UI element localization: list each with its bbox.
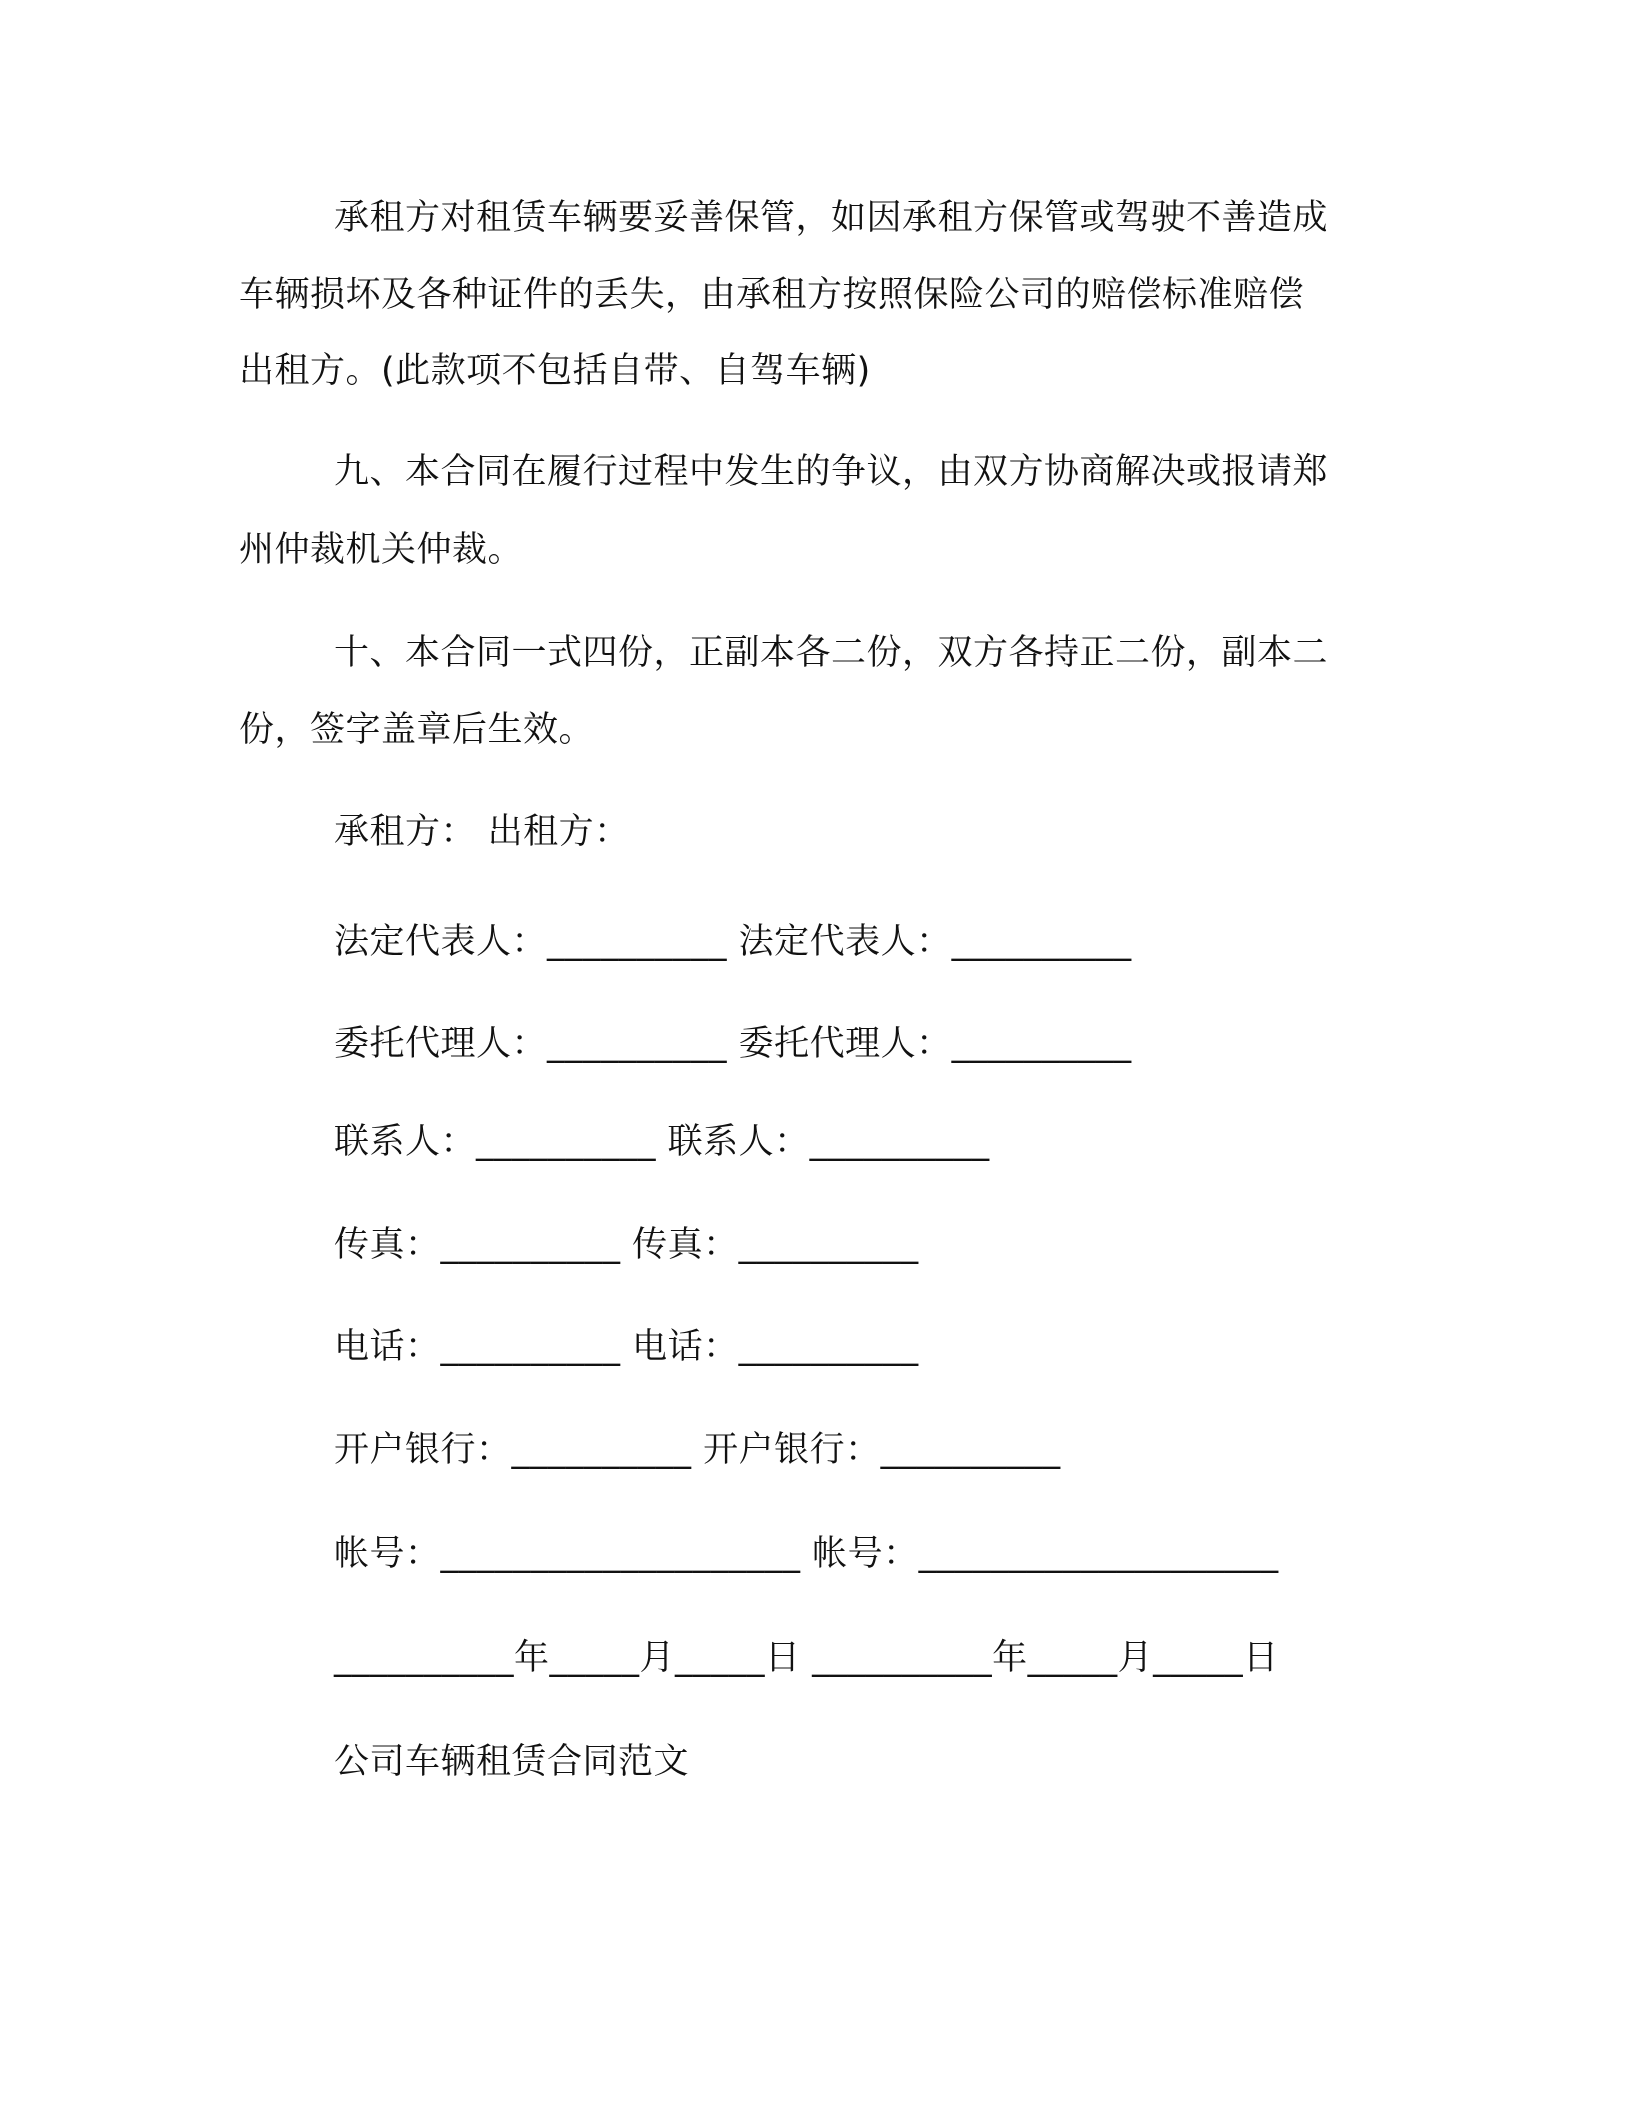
signature-contact: 联系人：__________ 联系人：__________ [334, 1122, 990, 1162]
clause-9-line-2: 州仲裁机关仲裁。 [239, 530, 524, 570]
signature-date: __________年_____月_____日 __________年_____月_____日 [334, 1638, 1279, 1678]
clause-10-line-2: 份，签字盖章后生效。 [239, 710, 595, 750]
signature-legal-rep: 法定代表人：__________ 法定代表人：__________ [334, 922, 1132, 962]
clause-9-line-1: 九、本合同在履行过程中发生的争议，由双方协商解决或报请郑 [334, 452, 1329, 492]
signature-parties: 承租方： 出租方： [334, 812, 630, 852]
signature-phone: 电话：__________ 电话：__________ [334, 1327, 919, 1367]
clause-8-line-3: 出租方。(此款项不包括自带、自驾车辆) [239, 351, 871, 391]
clause-10-line-1: 十、本合同一式四份，正副本各二份，双方各持正二份，副本二 [334, 633, 1329, 673]
signature-bank: 开户银行：__________ 开户银行：__________ [334, 1430, 1061, 1470]
clause-8-line-1: 承租方对租赁车辆要妥善保管，如因承租方保管或驾驶不善造成 [334, 198, 1329, 238]
document-footer-title: 公司车辆租赁合同范文 [334, 1742, 690, 1782]
signature-account: 帐号：____________________ 帐号：____________________ [334, 1534, 1279, 1574]
clause-8-line-2: 车辆损坏及各种证件的丢失，由承租方按照保险公司的赔偿标准赔偿 [239, 275, 1305, 315]
signature-agent: 委托代理人：__________ 委托代理人：__________ [334, 1024, 1132, 1064]
signature-fax: 传真：__________ 传真：__________ [334, 1225, 919, 1265]
